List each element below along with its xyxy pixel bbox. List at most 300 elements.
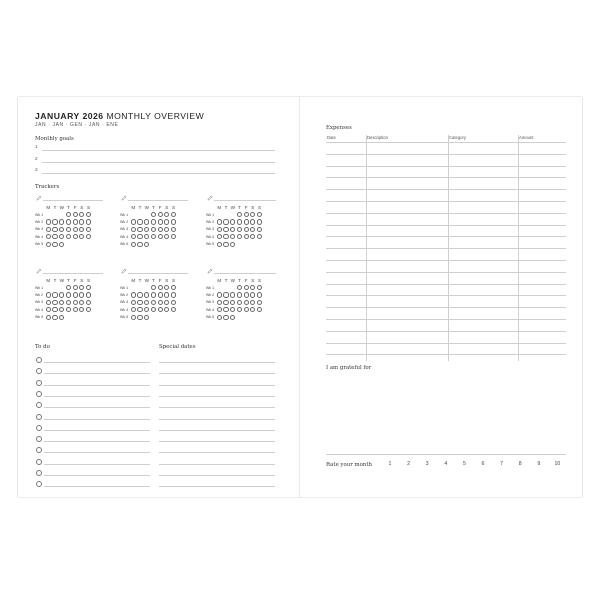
day-header: T xyxy=(138,278,142,283)
tracker-circle[interactable] xyxy=(164,219,169,224)
tracker-circle[interactable] xyxy=(144,227,149,232)
rate-option[interactable]: 7 xyxy=(500,461,504,467)
tracker-circle[interactable] xyxy=(131,219,136,224)
tracker-circle[interactable] xyxy=(86,300,91,305)
day-header: M xyxy=(46,205,51,210)
tracker-circle[interactable] xyxy=(46,227,51,232)
tracker-circle[interactable] xyxy=(73,219,78,224)
special-date-line[interactable] xyxy=(159,486,275,487)
tracker-circle[interactable] xyxy=(171,227,176,232)
expenses-column-divider xyxy=(366,135,367,361)
tracker-circle[interactable] xyxy=(237,307,242,312)
tracker-circle[interactable] xyxy=(217,227,222,232)
tracker-circle[interactable] xyxy=(230,242,235,247)
todo-checkbox[interactable] xyxy=(36,481,42,487)
tracker-circle[interactable] xyxy=(223,219,228,224)
rate-option[interactable]: 4 xyxy=(444,461,448,467)
pencil-icon[interactable] xyxy=(207,195,213,201)
tracker-circle[interactable] xyxy=(73,234,78,239)
day-header: S xyxy=(86,278,91,283)
todo-line[interactable] xyxy=(44,419,150,420)
tracker-circle[interactable] xyxy=(158,307,163,312)
tracker-circle[interactable] xyxy=(144,242,149,247)
rate-option[interactable]: 1 xyxy=(388,461,392,467)
tracker-circle[interactable] xyxy=(244,300,249,305)
special-date-line[interactable] xyxy=(159,385,275,386)
tracker-circle[interactable] xyxy=(66,219,71,224)
rate-option[interactable]: 6 xyxy=(481,461,485,467)
todo-line[interactable] xyxy=(44,407,150,408)
tracker-circle[interactable] xyxy=(86,227,91,232)
tracker-circle[interactable] xyxy=(46,292,51,297)
todo-checkbox[interactable] xyxy=(36,357,42,363)
day-header: F xyxy=(244,278,248,283)
todo-line[interactable] xyxy=(44,486,150,487)
week-label: Wk 3 xyxy=(206,227,215,232)
tracker-name-line[interactable] xyxy=(43,273,103,274)
tracker-circle[interactable] xyxy=(237,300,242,305)
tracker-circle[interactable] xyxy=(66,285,71,290)
tracker-circle[interactable] xyxy=(131,315,136,320)
rate-option[interactable]: 9 xyxy=(537,461,541,467)
tracker-circle[interactable] xyxy=(52,292,57,297)
tracker-circle[interactable] xyxy=(244,227,249,232)
tracker-circle[interactable] xyxy=(244,307,249,312)
tracker-circle[interactable] xyxy=(59,292,64,297)
tracker-circle[interactable] xyxy=(66,212,71,217)
tracker-circle[interactable] xyxy=(137,300,142,305)
tracker-circle[interactable] xyxy=(137,315,142,320)
tracker-circle[interactable] xyxy=(230,300,235,305)
grateful-divider xyxy=(326,454,566,455)
tracker-circle[interactable] xyxy=(131,242,136,247)
rate-option[interactable]: 5 xyxy=(462,461,466,467)
special-date-line[interactable] xyxy=(159,475,275,476)
tracker-circle[interactable] xyxy=(244,234,249,239)
tracker-circle[interactable] xyxy=(144,300,149,305)
expenses-row-line[interactable] xyxy=(326,236,566,237)
tracker-circle[interactable] xyxy=(223,242,228,247)
tracker-name-line[interactable] xyxy=(214,200,276,201)
tracker-circle[interactable] xyxy=(250,227,255,232)
tracker-circle[interactable] xyxy=(171,300,176,305)
goal-line[interactable] xyxy=(42,150,275,151)
tracker-circle[interactable] xyxy=(164,234,169,239)
tracker-circle[interactable] xyxy=(223,234,228,239)
tracker-circle[interactable] xyxy=(79,212,84,217)
tracker-circle[interactable] xyxy=(223,315,228,320)
day-header: S xyxy=(171,205,176,210)
tracker-circle[interactable] xyxy=(73,292,78,297)
tracker-circle[interactable] xyxy=(151,285,156,290)
tracker-circle[interactable] xyxy=(257,292,262,297)
tracker-circle[interactable] xyxy=(158,285,163,290)
tracker-circle[interactable] xyxy=(250,234,255,239)
special-date-line[interactable] xyxy=(159,452,275,453)
special-date-line[interactable] xyxy=(159,407,275,408)
tracker-circle[interactable] xyxy=(217,300,222,305)
expenses-row-line[interactable] xyxy=(326,307,566,308)
expenses-row-line[interactable] xyxy=(326,213,566,214)
rate-option[interactable]: 3 xyxy=(425,461,429,467)
todo-line[interactable] xyxy=(44,475,150,476)
tracker-circle[interactable] xyxy=(66,307,71,312)
tracker-circle[interactable] xyxy=(79,292,84,297)
todo-line[interactable] xyxy=(44,373,150,374)
tracker-circle[interactable] xyxy=(250,212,255,217)
expenses-row-line[interactable] xyxy=(326,272,566,273)
todo-line[interactable] xyxy=(44,452,150,453)
tracker-circle[interactable] xyxy=(230,307,235,312)
todo-checkbox[interactable] xyxy=(36,459,42,465)
special-date-line[interactable] xyxy=(159,430,275,431)
tracker-circle[interactable] xyxy=(250,285,255,290)
todo-line[interactable] xyxy=(44,430,150,431)
page-subtitle: JAN · JAN · GEN · JAN · ENE xyxy=(35,122,119,128)
pencil-icon[interactable] xyxy=(36,195,42,201)
tracker-name-line[interactable] xyxy=(43,200,103,201)
tracker-circle[interactable] xyxy=(257,219,262,224)
tracker-circle[interactable] xyxy=(144,307,149,312)
day-header: T xyxy=(224,205,228,210)
special-date-line[interactable] xyxy=(159,419,275,420)
tracker-circle[interactable] xyxy=(244,285,249,290)
day-header: S xyxy=(171,278,176,283)
tracker-circle[interactable] xyxy=(151,300,156,305)
tracker-circle[interactable] xyxy=(46,307,51,312)
tracker-circle[interactable] xyxy=(73,285,78,290)
special-date-line[interactable] xyxy=(159,362,275,363)
tracker-circle[interactable] xyxy=(86,219,91,224)
day-header: F xyxy=(158,278,162,283)
tracker-circle[interactable] xyxy=(52,219,57,224)
tracker-circle[interactable] xyxy=(223,227,228,232)
tracker-circle[interactable] xyxy=(230,234,235,239)
tracker-circle[interactable] xyxy=(171,219,176,224)
tracker-circle[interactable] xyxy=(164,292,169,297)
tracker-circle[interactable] xyxy=(151,227,156,232)
expenses-row-line[interactable] xyxy=(326,331,566,332)
day-header: M xyxy=(131,205,136,210)
week-label: Wk 3 xyxy=(120,300,129,305)
tracker-circle[interactable] xyxy=(46,219,51,224)
tracker-circle[interactable] xyxy=(73,212,78,217)
tracker-circle[interactable] xyxy=(244,219,249,224)
week-label: Wk 5 xyxy=(120,315,129,320)
tracker-circle[interactable] xyxy=(73,307,78,312)
tracker-circle[interactable] xyxy=(144,315,149,320)
day-header: T xyxy=(224,278,228,283)
expenses-column-divider xyxy=(518,135,519,361)
tracker-circle[interactable] xyxy=(46,242,51,247)
tracker-name-line[interactable] xyxy=(128,273,188,274)
todo-checkbox[interactable] xyxy=(36,391,42,397)
tracker-circle[interactable] xyxy=(217,315,222,320)
tracker-circle[interactable] xyxy=(164,212,169,217)
tracker-circle[interactable] xyxy=(223,300,228,305)
tracker-circle[interactable] xyxy=(237,227,242,232)
pencil-icon[interactable] xyxy=(121,195,127,201)
tracker-circle[interactable] xyxy=(137,242,142,247)
expenses-row-line[interactable] xyxy=(326,177,566,178)
tracker-circle[interactable] xyxy=(52,315,57,320)
tracker-circle[interactable] xyxy=(73,227,78,232)
tracker-circle[interactable] xyxy=(151,212,156,217)
tracker-circle[interactable] xyxy=(171,292,176,297)
right-page xyxy=(300,97,582,497)
tracker-circle[interactable] xyxy=(158,227,163,232)
week-label: Wk 2 xyxy=(120,220,129,224)
day-header: S xyxy=(86,205,91,210)
week-label: Wk 3 xyxy=(35,300,44,305)
tracker-circle[interactable] xyxy=(66,227,71,232)
week-label: Wk 2 xyxy=(35,293,44,297)
tracker-circle[interactable] xyxy=(237,292,242,297)
tracker-circle[interactable] xyxy=(237,285,242,290)
todo-checkbox[interactable] xyxy=(36,436,42,442)
tracker-circle[interactable] xyxy=(151,219,156,224)
day-header: S xyxy=(251,278,255,283)
tracker-circle[interactable] xyxy=(59,315,64,320)
todo-checkbox[interactable] xyxy=(36,470,42,476)
tracker-circle[interactable] xyxy=(171,307,176,312)
tracker-circle[interactable] xyxy=(59,234,64,239)
tracker-circle[interactable] xyxy=(244,292,249,297)
week-label: Wk 1 xyxy=(120,285,129,290)
todo-checkbox[interactable] xyxy=(36,447,42,453)
tracker-circle[interactable] xyxy=(164,285,169,290)
week-label: Wk 5 xyxy=(206,315,215,320)
week-label: Wk 5 xyxy=(35,242,44,247)
week-label: Wk 1 xyxy=(206,212,215,217)
tracker-circle[interactable] xyxy=(144,292,149,297)
special-date-line[interactable] xyxy=(159,464,275,465)
tracker-circle[interactable] xyxy=(171,285,176,290)
todo-checkbox[interactable] xyxy=(36,425,42,431)
week-label: Wk 5 xyxy=(120,242,129,247)
tracker-circle[interactable] xyxy=(137,307,142,312)
week-label: Wk 5 xyxy=(35,315,44,320)
tracker-circle[interactable] xyxy=(223,292,228,297)
todo-checkbox[interactable] xyxy=(36,380,42,386)
week-label: Wk 1 xyxy=(120,212,129,217)
expenses-row-line[interactable] xyxy=(326,260,566,261)
todo-line[interactable] xyxy=(44,441,150,442)
tracker-circle[interactable] xyxy=(171,212,176,217)
expenses-row-line[interactable] xyxy=(326,225,566,226)
pencil-icon[interactable] xyxy=(121,268,127,274)
tracker-circle[interactable] xyxy=(158,300,163,305)
tracker-circle[interactable] xyxy=(230,227,235,232)
tracker-circle[interactable] xyxy=(237,212,242,217)
tracker-circle[interactable] xyxy=(86,292,91,297)
tracker-circle[interactable] xyxy=(250,300,255,305)
tracker-circle[interactable] xyxy=(158,212,163,217)
expenses-row-line[interactable] xyxy=(326,295,566,296)
tracker-circle[interactable] xyxy=(52,307,57,312)
tracker-circle[interactable] xyxy=(131,307,136,312)
tracker-circle[interactable] xyxy=(230,219,235,224)
tracker-circle[interactable] xyxy=(217,292,222,297)
tracker-circle[interactable] xyxy=(59,227,64,232)
todo-checkbox[interactable] xyxy=(36,414,42,420)
week-label: Wk 4 xyxy=(35,307,44,312)
tracker-circle[interactable] xyxy=(164,227,169,232)
pencil-icon[interactable] xyxy=(207,268,213,274)
todo-line[interactable] xyxy=(44,362,150,363)
tracker-circle[interactable] xyxy=(59,300,64,305)
tracker-circle[interactable] xyxy=(79,307,84,312)
page-title: JANUARY 2026 MONTHLY OVERVIEW xyxy=(35,111,205,121)
day-header: M xyxy=(217,205,222,210)
tracker-name-line[interactable] xyxy=(214,273,276,274)
day-header: S xyxy=(80,205,84,210)
tracker-circle[interactable] xyxy=(52,242,57,247)
special-date-line[interactable] xyxy=(159,373,275,374)
tracker-circle[interactable] xyxy=(257,300,262,305)
expenses-row-line[interactable] xyxy=(326,189,566,190)
tracker-circle[interactable] xyxy=(158,292,163,297)
expenses-row-line[interactable] xyxy=(326,166,566,167)
tracker-circle[interactable] xyxy=(250,292,255,297)
tracker-circle[interactable] xyxy=(46,300,51,305)
tracker-circle[interactable] xyxy=(86,307,91,312)
tracker-circle[interactable] xyxy=(151,307,156,312)
tracker-circle[interactable] xyxy=(131,227,136,232)
tracker-circle[interactable] xyxy=(250,307,255,312)
tracker-circle[interactable] xyxy=(217,219,222,224)
expenses-row-line[interactable] xyxy=(326,354,566,355)
tracker-circle[interactable] xyxy=(217,307,222,312)
pencil-icon[interactable] xyxy=(36,268,42,274)
tracker-circle[interactable] xyxy=(79,227,84,232)
tracker-circle[interactable] xyxy=(86,234,91,239)
tracker-circle[interactable] xyxy=(237,219,242,224)
day-header: W xyxy=(144,278,149,283)
tracker-circle[interactable] xyxy=(144,234,149,239)
rate-option[interactable]: 10 xyxy=(554,461,561,467)
tracker-circle[interactable] xyxy=(171,234,176,239)
tracker-circle[interactable] xyxy=(250,219,255,224)
todo-line[interactable] xyxy=(44,385,150,386)
tracker-circle[interactable] xyxy=(131,292,136,297)
rate-option[interactable]: 8 xyxy=(518,461,522,467)
day-header: S xyxy=(165,205,169,210)
tracker-circle[interactable] xyxy=(137,219,142,224)
todo-line[interactable] xyxy=(44,396,150,397)
tracker-circle[interactable] xyxy=(223,307,228,312)
special-date-line[interactable] xyxy=(159,441,275,442)
tracker-circle[interactable] xyxy=(151,234,156,239)
tracker-circle[interactable] xyxy=(237,234,242,239)
day-header: S xyxy=(257,205,262,210)
expenses-label: Expenses xyxy=(326,125,352,131)
tracker-circle[interactable] xyxy=(217,234,222,239)
week-label: Wk 4 xyxy=(206,234,215,239)
tracker-circle[interactable] xyxy=(66,292,71,297)
tracker-circle[interactable] xyxy=(158,219,163,224)
tracker-circle[interactable] xyxy=(137,292,142,297)
expenses-row-line[interactable] xyxy=(326,319,566,320)
tracker-circle[interactable] xyxy=(86,212,91,217)
tracker-circle[interactable] xyxy=(79,219,84,224)
tracker-circle[interactable] xyxy=(79,300,84,305)
tracker-circle[interactable] xyxy=(131,300,136,305)
tracker-circle[interactable] xyxy=(164,307,169,312)
tracker-circle[interactable] xyxy=(52,227,57,232)
expenses-row-line[interactable] xyxy=(326,201,566,202)
tracker-circle[interactable] xyxy=(59,242,64,247)
goal-line[interactable] xyxy=(42,162,275,163)
tracker-circle[interactable] xyxy=(46,234,51,239)
goal-line[interactable] xyxy=(42,173,275,174)
rate-option[interactable]: 2 xyxy=(407,461,411,467)
todo-line[interactable] xyxy=(44,464,150,465)
tracker-circle[interactable] xyxy=(59,219,64,224)
expenses-row-line[interactable] xyxy=(326,154,566,155)
tracker-circle[interactable] xyxy=(257,212,262,217)
special-date-line[interactable] xyxy=(159,396,275,397)
day-header: F xyxy=(73,278,77,283)
grateful-label: I am grateful for xyxy=(326,365,372,371)
day-header: T xyxy=(238,278,241,283)
trackers-label: Trackers xyxy=(35,184,60,190)
tracker-circle[interactable] xyxy=(158,234,163,239)
tracker-circle[interactable] xyxy=(257,307,262,312)
tracker-circle[interactable] xyxy=(217,242,222,247)
tracker-circle[interactable] xyxy=(164,300,169,305)
rate-label: Rate your month xyxy=(326,462,372,468)
tracker-circle[interactable] xyxy=(137,234,142,239)
tracker-circle[interactable] xyxy=(66,300,71,305)
tracker-circle[interactable] xyxy=(244,212,249,217)
day-header: T xyxy=(152,205,155,210)
day-header: W xyxy=(59,278,64,283)
expenses-row-line[interactable] xyxy=(326,248,566,249)
tracker-circle[interactable] xyxy=(52,300,57,305)
tracker-circle[interactable] xyxy=(137,227,142,232)
expenses-row-line[interactable] xyxy=(326,284,566,285)
tracker-circle[interactable] xyxy=(66,234,71,239)
tracker-name-line[interactable] xyxy=(128,200,188,201)
expenses-row-line[interactable] xyxy=(326,343,566,344)
tracker-circle[interactable] xyxy=(230,315,235,320)
tracker-circle[interactable] xyxy=(79,285,84,290)
tracker-circle[interactable] xyxy=(79,234,84,239)
tracker-circle[interactable] xyxy=(257,227,262,232)
week-label: Wk 1 xyxy=(206,285,215,290)
week-label: Wk 3 xyxy=(35,227,44,232)
todo-checkbox[interactable] xyxy=(36,368,42,374)
tracker-circle[interactable] xyxy=(144,219,149,224)
tracker-circle[interactable] xyxy=(46,315,51,320)
tracker-circle[interactable] xyxy=(257,285,262,290)
tracker-circle[interactable] xyxy=(151,292,156,297)
todo-checkbox[interactable] xyxy=(36,402,42,408)
week-label: Wk 4 xyxy=(120,234,129,239)
tracker-circle[interactable] xyxy=(230,292,235,297)
tracker-circle[interactable] xyxy=(257,234,262,239)
tracker-circle[interactable] xyxy=(52,234,57,239)
tracker-circle[interactable] xyxy=(59,307,64,312)
week-label: Wk 3 xyxy=(120,227,129,232)
tracker-circle[interactable] xyxy=(131,234,136,239)
tracker-circle[interactable] xyxy=(86,285,91,290)
tracker-circle[interactable] xyxy=(73,300,78,305)
week-label: Wk 1 xyxy=(35,212,44,217)
day-header: M xyxy=(217,278,222,283)
expenses-header-rule xyxy=(326,142,566,143)
